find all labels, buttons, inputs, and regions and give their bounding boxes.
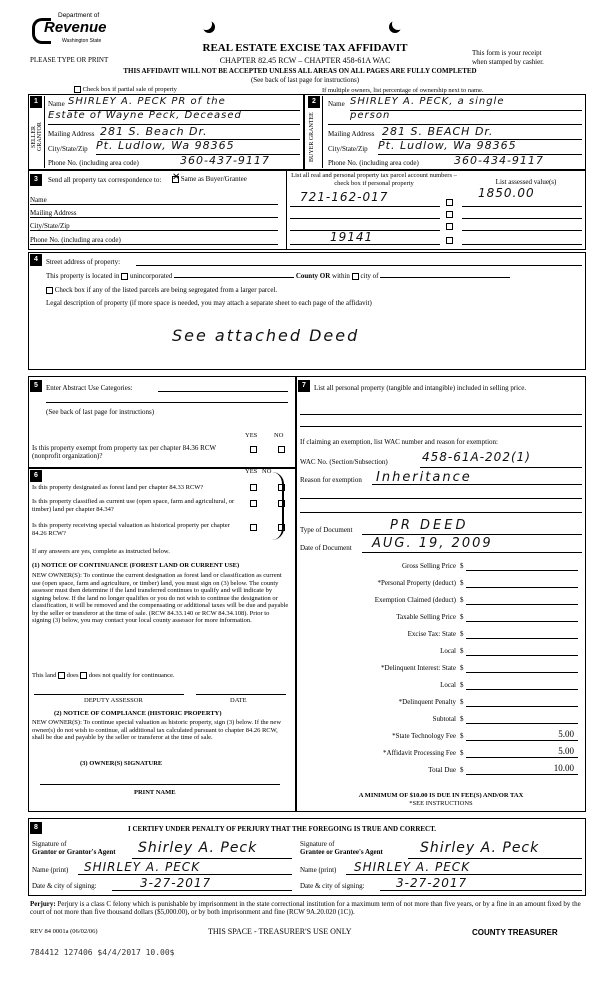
assessed-1[interactable]: 1850.00 [478,186,535,200]
fee-currency: $ [460,647,464,655]
fee-row [300,662,582,674]
deputy-assessor-label: DEPUTY ASSESSOR [84,697,143,704]
fee-label: *Affidavit Processing Fee [383,749,456,757]
grantor-phone-label: Phone No. (including area code) [48,159,139,167]
current-use-yes-checkbox[interactable] [250,500,257,507]
seller-grantor-label: SELLER GRANTOR [31,122,43,152]
s6-no: NO [262,468,272,475]
section-1-number: 1 [30,96,42,108]
s3-phone-label: Phone No. (including area code) [30,236,121,244]
treasurer-stamp: 784412 127406 $4/4/2017 10.00$ [30,948,175,957]
s5-no: NO [274,432,284,439]
city-of-checkbox[interactable] [352,273,359,280]
grantee-signature[interactable]: Shirley A. Peck [420,840,540,856]
does-checkbox[interactable] [58,672,65,679]
compliance-title: (2) NOTICE OF COMPLIANCE (HISTORIC PROPERTY) [54,710,222,717]
s6-yes: YES [245,468,258,475]
deputy-date-label: DATE [230,697,247,704]
fee-label: *State Technology Fee [392,732,456,740]
fee-row [300,577,582,589]
fee-row [300,628,582,640]
grantee-city-value[interactable]: Pt. Ludlow, Wa 98365 [378,139,517,152]
fee-row [300,645,582,657]
grantee-sig-label-1: Signature of [300,840,335,848]
grantee-name-print[interactable]: SHIRLEY A. PECK [354,860,471,874]
grantor-date[interactable]: 3-27-2017 [140,876,212,890]
logo-dept-line3: Washington State [62,38,102,44]
fee-value[interactable]: 5.00 [558,746,574,756]
continuance-title: (1) NOTICE OF CONTINUANCE (FOREST LAND OR CURRENT USE) [32,562,240,569]
grantor-name-value-1[interactable]: SHIRLEY A. PECK PR of the [68,96,226,107]
perjury-notice [30,900,586,916]
fee-row [300,696,582,708]
section-7-number: 7 [298,380,310,392]
same-as-buyer-checkbox[interactable]: ✕ [172,171,181,183]
grantor-name-print-label: Name (print) [32,866,69,874]
grantee-name-value-2[interactable]: person [350,110,391,121]
county-treasurer: COUNTY TREASURER [472,928,558,937]
grantee-phone-value[interactable]: 360-434-9117 [454,154,544,167]
wac-value[interactable]: 458-61A-202(1) [422,450,531,464]
fee-row [300,560,582,572]
unincorporated-checkbox[interactable] [121,273,128,280]
form-warning: THIS AFFIDAVIT WILL NOT BE ACCEPTED UNLESS ALL AREAS ON ALL PAGES ARE FULLY COMPLETED [123,67,477,75]
segregated-label: Check box if any of the listed parcels are being segregated from a larger parcel. [54,286,278,294]
partial-sale-label: Check box if partial sale of property [82,86,177,93]
fee-currency: $ [460,749,464,757]
does-label: does [66,672,79,679]
fee-row [300,764,582,776]
form-revision: REV 84 0001a (06/02/06) [30,928,98,935]
forest-yes-checkbox[interactable] [250,484,257,491]
section-4 [28,252,586,370]
fee-label: Total Due [428,766,456,774]
historic-yes-checkbox[interactable] [250,524,257,531]
this-land-row [32,672,175,680]
grantor-city-value[interactable]: Pt. Ludlow, Wa 98365 [96,139,235,152]
fee-row [300,611,582,623]
this-land-label: This land [32,672,57,679]
section-3-number: 3 [30,174,42,186]
street-address-label: Street address of property: [46,258,121,266]
fee-value[interactable]: 10.00 [553,763,574,773]
grantor-phone-value[interactable]: 360-437-9117 [180,154,270,167]
same-as-buyer-label: Same as Buyer/Grantee [180,175,247,183]
minimum-note: A MINIMUM OF $10.00 IS DUE IN FEE(S) AND/OR TAX [358,792,524,799]
form-title: REAL ESTATE EXCISE TAX AFFIDAVIT [202,42,408,54]
form-see-back: (See back of last page for instructions) [250,76,360,84]
forest-question: Is this property designated as forest land per chapter 84.33 RCW? [32,484,204,491]
fee-label: Subtotal [432,715,456,723]
exempt-no-checkbox[interactable] [278,446,285,453]
parcel-header: List all real and personal property tax parcel account numbers – check box if personal property [291,172,457,187]
assessed-header: List assessed value(s) [495,178,557,186]
receipt-note-2: when stamped by cashier. [472,58,544,66]
grantor-city-label: City/State/Zip [48,145,88,153]
fee-currency: $ [460,732,464,740]
personal-property-checkbox-3[interactable] [446,223,453,230]
current-use-question: Is this property classified as current use (open space, farm and agricultural, or timber) land per chapter 84.34? [32,498,235,513]
doc-date-value[interactable]: AUG. 19, 2009 [372,536,493,551]
personal-property-checkbox-1[interactable] [446,199,453,206]
fee-row [300,747,582,759]
personal-property-checkbox-4[interactable] [446,237,453,244]
fee-currency: $ [460,698,464,706]
fee-currency: $ [460,681,464,689]
fee-label: Excise Tax: State [407,630,456,638]
exempt-question: Is this property exempt from property tax per chapter 84.36 RCW (nonprofit organization)? [32,444,216,460]
grantor-name-value-2[interactable]: Estate of Wayne Peck, Deceased [48,110,242,121]
print-name-label: PRINT NAME [134,789,176,796]
moon-left-icon [200,18,212,30]
grantor-date-label: Date & city of signing: [32,882,97,890]
grantee-name-value-1[interactable]: SHIRLEY A. PECK, a single [350,96,505,107]
please-type: PLEASE TYPE OR PRINT [30,56,109,64]
certify-statement: I CERTIFY UNDER PENALTY OF PERJURY THAT THE FOREGOING IS TRUE AND CORRECT. [128,825,437,833]
partial-sale[interactable] [74,86,177,94]
fee-currency: $ [460,579,464,587]
any-yes-note: If any answers are yes, complete as instructed below. [32,548,170,555]
receipt-note-1: This form is your receipt [472,49,542,57]
located-in-row [46,272,510,280]
grantee-name-print-label: Name (print) [300,866,337,874]
fee-row [300,679,582,691]
fee-currency: $ [460,664,464,672]
parcel-1[interactable]: 721-162-017 [300,190,389,204]
same-as-buyer[interactable] [172,171,247,183]
no-answer-mark [272,472,284,540]
section-2-number: 2 [308,96,320,108]
grantor-signature[interactable]: Shirley A. Peck [138,840,258,856]
grantee-date[interactable]: 3-27-2017 [396,876,468,890]
doc-date-label: Date of Document [300,544,352,552]
located-in-label: This property is located in [46,272,120,280]
exempt-yes-checkbox[interactable] [250,446,257,453]
grantee-sig-label-2: Grantee or Grantee's Agent [300,848,383,856]
parcel-2[interactable]: 19141 [330,230,374,244]
fee-currency: $ [460,630,464,638]
grantee-phone-label: Phone No. (including area code) [328,159,419,167]
logo-revenue: Revenue [44,19,107,36]
perjury-text: Perjury is a class C felony which is punishable by imprisonment in the state correctional institution for a maximum term of not more than five years, or by a fine in an amount fixed by the court of not more than five thousand dollars ($5,000.00), or by both imprisonment and fine (RCW 9A.20.020 (1C)). [30,900,581,916]
form-chapter: CHAPTER 82.45 RCW – CHAPTER 458-61A WAC [219,56,391,65]
exemption-question: If claiming an exemption, list WAC number and reason for exemption: [300,438,498,446]
grantee-mailing-value[interactable]: 281 S. BEACH Dr. [382,125,494,138]
personal-property-checkbox-2[interactable] [446,211,453,218]
grantor-mailing-value[interactable]: 281 S. Beach Dr. [100,125,208,138]
doc-type-label: Type of Document [300,526,353,534]
does-not-label: does not [88,672,111,679]
fee-currency: $ [460,715,464,723]
reason-value[interactable]: Inheritance [376,470,472,485]
moon-right-icon [392,18,404,30]
within-label: within [332,272,350,280]
fee-row [300,594,582,606]
fee-label: *Personal Property (deduct) [377,579,456,587]
continuance-text: NEW OWNER(S): To continue the current designation as forest land or classification as current use (open space, farm and agriculture, or timber) land, you must sign on (3) below. The county assessor must then determine if the land transferred continues to qualify and will indicate by signing below. If the land no longer qualifies or you do not wish to continue the designation or classification, it will be removed and the compensating or additional taxes will be due and payable by the seller or transferor at the time of sale. (RCW 84.33.140 or RCW 84.34.108). Prior to signing (3) below, you may contact your local county assessor for more information. [32,572,289,624]
fee-currency: $ [460,562,464,570]
grantor-sig-label-2: Grantor or Grantor's Agent [32,848,116,856]
qualify-label: qualify for continuance. [112,672,175,679]
segregated-checkbox[interactable] [46,287,53,294]
fee-label: *Delinquent Penalty [398,698,456,706]
does-not-checkbox[interactable] [80,672,87,679]
fee-label: Gross Selling Price [401,562,456,570]
unincorporated-label: unincorporated [129,272,173,280]
s3-city-label: City/State/Zip [30,222,70,230]
section-6-number: 6 [30,470,42,482]
owner-signature-label: (3) OWNER(S) SIGNATURE [80,760,163,767]
grantor-name-label: Name [48,100,65,108]
s3-name-label: Name [30,196,47,204]
fee-row [300,713,582,725]
s5-yes: YES [245,432,258,439]
buyer-grantee-label: BUYER GRANTEE [309,112,315,162]
fee-label: Local [440,681,456,689]
fee-currency: $ [460,766,464,774]
abstract-use-label: Enter Abstract Use Categories: [46,384,133,392]
fee-currency: $ [460,613,464,621]
grantor-mailing-label: Mailing Address [48,130,95,138]
grantee-city-label: City/State/Zip [328,145,368,153]
perjury-title: Perjury: [30,900,56,908]
grantee-mailing-label: Mailing Address [328,130,375,138]
multiple-owners-note: If multiple owners, list percentage of ownership next to name. [322,87,484,94]
section-5-number: 5 [30,380,42,392]
grantee-name-label: Name [328,100,345,108]
grantor-sig-label-1: Signature of [32,840,67,848]
logo-dept-line1: Department of [58,12,100,19]
doc-type-value[interactable]: PR DEED [390,518,469,533]
section-8-number: 8 [30,822,42,834]
fee-row [300,730,582,742]
grantee-date-label: Date & city of signing: [300,882,365,890]
grantor-name-print[interactable]: SHIRLEY A. PECK [84,860,201,874]
send-correspondence-label: Send all property tax correspondence to: [48,176,162,184]
historic-question: Is this property receiving special valuation as historical property per chapter 84.26 RCW? [32,522,230,537]
s3-mailing-label: Mailing Address [30,209,77,217]
partial-sale-checkbox[interactable] [74,86,81,93]
wac-label: WAC No. (Section/Subsection) [300,458,388,466]
fee-value[interactable]: 5.00 [558,729,574,739]
fee-label: Taxable Selling Price [396,613,456,621]
city-of-label: city of [360,272,379,280]
see-instructions: *SEE INSTRUCTIONS [409,800,473,807]
section-4-number: 4 [30,254,42,266]
dor-logo [32,12,107,50]
s5-see-back: (See back of last page for instructions) [46,408,155,416]
treasurer-space: THIS SPACE - TREASURER'S USE ONLY [208,927,352,936]
reason-label: Reason for exemption [300,476,362,484]
personal-property-label: List all personal property (tangible and intangible) included in selling price. [314,384,527,392]
fee-label: *Delinquent Interest: State [380,664,456,672]
compliance-text: NEW OWNER(S): To continue special valuation as historic property, sign (3) below. If the new owner(s) do not wish to continue, all additional tax calculated pursuant to chapter 84.26 RCW, shall be due and payable by the seller or transferor at the time of sale. [32,719,282,741]
fee-currency: $ [460,596,464,604]
fee-label: Local [440,647,456,655]
county-or-label: County OR [295,272,331,280]
fee-label: Exemption Claimed (deduct) [374,596,456,604]
segregated-row[interactable] [46,286,277,294]
legal-description-value[interactable]: See attached Deed [172,326,360,345]
legal-description-label: Legal description of property (if more space is needed, you may attach a separate sheet to each page of the affidavit) [46,299,372,307]
